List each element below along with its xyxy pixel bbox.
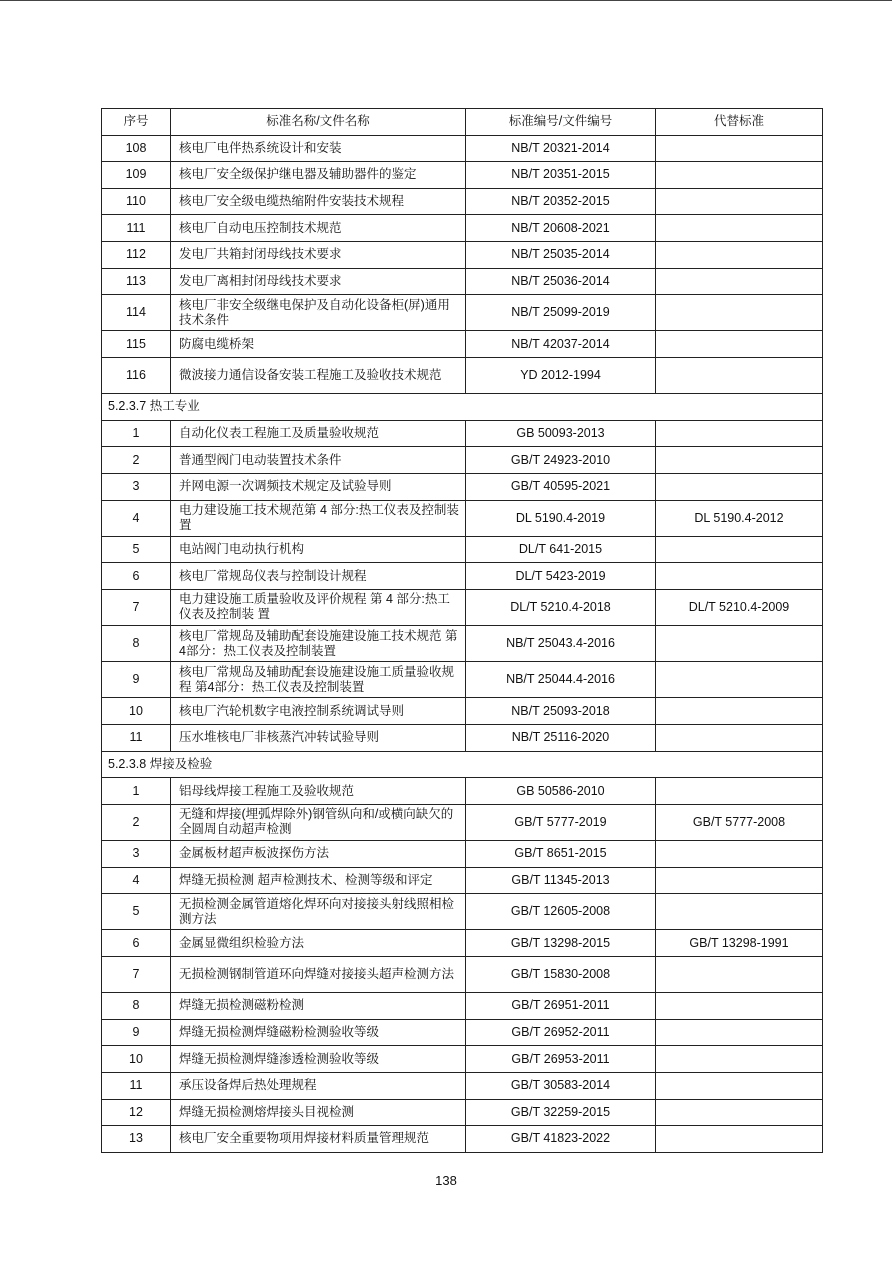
row-number: 113 [102,268,171,295]
header-code: 标准编号/文件编号 [466,109,656,136]
table-row [102,135,823,162]
standard-code: GB/T 32259-2015 [466,1099,656,1126]
standard-name: 核电厂电伴热系统设计和安装 [171,135,466,162]
standard-name: 防腐电缆桥架 [171,331,466,358]
row-number: 8 [102,626,171,662]
row-number: 7 [102,589,171,625]
standard-name: 承压设备焊后热处理规程 [171,1072,466,1099]
table-row [102,1046,823,1073]
table-row [102,930,823,957]
table-row [102,268,823,295]
page-number: 138 [435,1173,457,1188]
table-row [102,1099,823,1126]
row-number: 1 [102,420,171,447]
replaced-standard [656,867,823,894]
row-number: 112 [102,241,171,268]
standard-name: 焊缝无损检测磁粉检测 [171,993,466,1020]
standard-code: DL/T 641-2015 [466,536,656,563]
table-row [102,804,823,840]
replaced-standard [656,162,823,189]
replaced-standard [656,956,823,992]
standard-name: 电站阀门电动执行机构 [171,536,466,563]
header-replaces: 代替标准 [656,109,823,136]
standard-name: 微波接力通信设备安装工程施工及验收技术规范 [171,357,466,393]
standard-code: NB/T 20351-2015 [466,162,656,189]
replaced-standard [656,626,823,662]
replaced-standard [656,1072,823,1099]
standard-name: 电力建设施工技术规范第 4 部分:热工仪表及控制装置 [171,500,466,536]
row-number: 5 [102,894,171,930]
replaced-standard [656,420,823,447]
standard-name: 无缝和焊接(埋弧焊除外)钢管纵向和/或横向缺欠的全圆周自动超声检测 [171,804,466,840]
table-row [102,241,823,268]
row-number: 12 [102,1099,171,1126]
table-row [102,589,823,625]
row-number: 3 [102,473,171,500]
replaced-standard: DL/T 5210.4-2009 [656,589,823,625]
standard-name: 普通型阀门电动装置技术条件 [171,447,466,474]
standard-code: GB/T 26952-2011 [466,1019,656,1046]
standard-code: NB/T 20608-2021 [466,215,656,242]
standard-code: GB/T 26951-2011 [466,993,656,1020]
standard-name: 并网电源一次调频技术规定及试验导则 [171,473,466,500]
replaced-standard [656,725,823,752]
standard-name: 核电厂安全级电缆热缩附件安装技术规程 [171,188,466,215]
table-row [102,295,823,331]
replaced-standard [656,447,823,474]
standard-name: 焊缝无损检测熔焊接头目视检测 [171,1099,466,1126]
standard-code: NB/T 20321-2014 [466,135,656,162]
replaced-standard [656,215,823,242]
table-body [102,135,823,1152]
standard-code: GB/T 15830-2008 [466,956,656,992]
standard-code: GB/T 40595-2021 [466,473,656,500]
standard-code: GB/T 8651-2015 [466,841,656,868]
standard-code: GB/T 41823-2022 [466,1126,656,1153]
standard-name: 金属显微组织检验方法 [171,930,466,957]
replaced-standard [656,135,823,162]
standard-name: 发电厂共箱封闭母线技术要求 [171,241,466,268]
header-name: 标准名称/文件名称 [171,109,466,136]
replaced-standard [656,357,823,393]
standard-code: DL/T 5210.4-2018 [466,589,656,625]
standard-name: 焊缝无损检测焊缝磁粉检测验收等级 [171,1019,466,1046]
replaced-standard [656,188,823,215]
table-row [102,698,823,725]
replaced-standard [656,698,823,725]
standard-code: GB/T 24923-2010 [466,447,656,474]
standard-code: NB/T 25093-2018 [466,698,656,725]
table-row [102,1072,823,1099]
row-number: 1 [102,778,171,805]
replaced-standard [656,662,823,698]
row-number: 110 [102,188,171,215]
table-row [102,841,823,868]
standards-table [101,108,823,1153]
row-number: 5 [102,536,171,563]
replaced-standard: DL 5190.4-2012 [656,500,823,536]
standard-name: 电力建设施工质量验收及评价规程 第 4 部分:热工仪表及控制装 置 [171,589,466,625]
standard-code: NB/T 25044.4-2016 [466,662,656,698]
table-row [102,662,823,698]
table-row [102,420,823,447]
standard-name: 核电厂常规岛及辅助配套设施建设施工质量验收规程 第4部分：热工仪表及控制装置 [171,662,466,698]
standard-name: 无损检测金属管道熔化焊环向对接接头射线照相检测方法 [171,894,466,930]
standard-code: GB/T 12605-2008 [466,894,656,930]
standard-name: 核电厂自动电压控制技术规范 [171,215,466,242]
row-number: 9 [102,1019,171,1046]
standard-name: 核电厂非安全级继电保护及自动化设备柜(屏)通用技术条件 [171,295,466,331]
row-number: 10 [102,698,171,725]
replaced-standard [656,778,823,805]
table-row [102,778,823,805]
standard-name: 焊缝无损检测 超声检测技术、检测等级和评定 [171,867,466,894]
table-row [102,993,823,1020]
standard-code: NB/T 25043.4-2016 [466,626,656,662]
standard-code: DL 5190.4-2019 [466,500,656,536]
table-row [102,1126,823,1153]
replaced-standard [656,1126,823,1153]
replaced-standard [656,331,823,358]
standard-code: DL/T 5423-2019 [466,563,656,590]
section-title: 5.2.3.8 焊接及检验 [102,751,823,778]
table-row [102,188,823,215]
replaced-standard [656,563,823,590]
header-no: 序号 [102,109,171,136]
section-header-row [102,394,823,421]
replaced-standard: GB/T 13298-1991 [656,930,823,957]
standard-name: 铝母线焊接工程施工及验收规范 [171,778,466,805]
standard-name: 自动化仪表工程施工及质量验收规范 [171,420,466,447]
row-number: 11 [102,725,171,752]
standard-code: NB/T 20352-2015 [466,188,656,215]
row-number: 2 [102,447,171,474]
table-row [102,500,823,536]
replaced-standard [656,1046,823,1073]
table-row [102,894,823,930]
row-number: 6 [102,563,171,590]
row-number: 109 [102,162,171,189]
table-row [102,956,823,992]
table-row [102,563,823,590]
table-header-row [102,109,823,136]
row-number: 108 [102,135,171,162]
standard-code: GB/T 5777-2019 [466,804,656,840]
standard-code: NB/T 25116-2020 [466,725,656,752]
replaced-standard [656,1019,823,1046]
row-number: 9 [102,662,171,698]
row-number: 3 [102,841,171,868]
table-row [102,536,823,563]
standard-code: NB/T 42037-2014 [466,331,656,358]
replaced-standard [656,894,823,930]
standard-code: GB/T 13298-2015 [466,930,656,957]
table-row [102,357,823,393]
table-row [102,626,823,662]
standard-name: 无损检测钢制管道环向焊缝对接接头超声检测方法 [171,956,466,992]
standard-name: 压水堆核电厂非核蒸汽冲转试验导则 [171,725,466,752]
row-number: 13 [102,1126,171,1153]
standard-code: GB/T 11345-2013 [466,867,656,894]
row-number: 114 [102,295,171,331]
row-number: 7 [102,956,171,992]
row-number: 8 [102,993,171,1020]
standard-name: 核电厂安全重要物项用焊接材料质量管理规范 [171,1126,466,1153]
standard-name: 金属板材超声板波探伤方法 [171,841,466,868]
table-row [102,331,823,358]
table-row [102,473,823,500]
row-number: 4 [102,500,171,536]
row-number: 4 [102,867,171,894]
replaced-standard [656,295,823,331]
page-top-border [0,0,892,1]
standard-code: GB/T 30583-2014 [466,1072,656,1099]
table-row [102,725,823,752]
standard-name: 核电厂常规岛仪表与控制设计规程 [171,563,466,590]
row-number: 2 [102,804,171,840]
replaced-standard: GB/T 5777-2008 [656,804,823,840]
table-row [102,1019,823,1046]
standard-name: 发电厂离相封闭母线技术要求 [171,268,466,295]
standard-code: GB 50586-2010 [466,778,656,805]
replaced-standard [656,993,823,1020]
row-number: 115 [102,331,171,358]
table-row [102,162,823,189]
standard-code: GB 50093-2013 [466,420,656,447]
replaced-standard [656,1099,823,1126]
standard-code: NB/T 25099-2019 [466,295,656,331]
row-number: 11 [102,1072,171,1099]
standard-code: NB/T 25035-2014 [466,241,656,268]
standard-code: GB/T 26953-2011 [466,1046,656,1073]
replaced-standard [656,841,823,868]
section-header-row [102,751,823,778]
standard-code: YD 2012-1994 [466,357,656,393]
standard-name: 焊缝无损检测焊缝渗透检测验收等级 [171,1046,466,1073]
replaced-standard [656,268,823,295]
standard-name: 核电厂安全级保护继电器及辅助器件的鉴定 [171,162,466,189]
standard-name: 核电厂汽轮机数字电液控制系统调试导则 [171,698,466,725]
row-number: 111 [102,215,171,242]
row-number: 6 [102,930,171,957]
row-number: 116 [102,357,171,393]
replaced-standard [656,473,823,500]
table-row [102,447,823,474]
table-row [102,867,823,894]
replaced-standard [656,536,823,563]
row-number: 10 [102,1046,171,1073]
table-row [102,215,823,242]
standard-code: NB/T 25036-2014 [466,268,656,295]
standard-name: 核电厂常规岛及辅助配套设施建设施工技术规范 第4部分：热工仪表及控制装置 [171,626,466,662]
replaced-standard [656,241,823,268]
section-title: 5.2.3.7 热工专业 [102,394,823,421]
